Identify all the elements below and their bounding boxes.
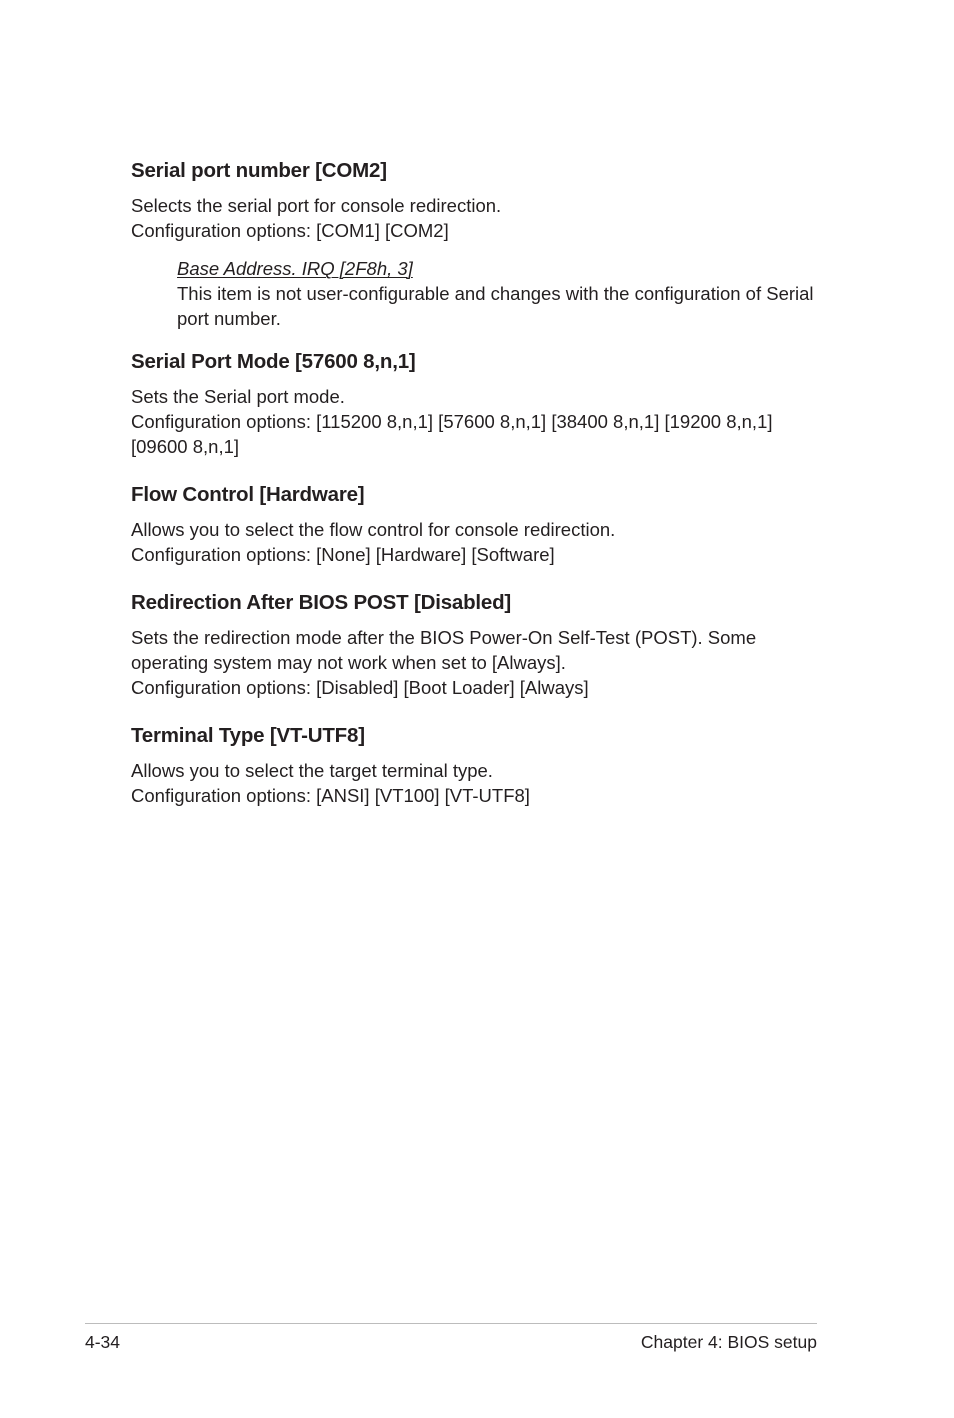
description-line: Allows you to select the flow control for console redirection. xyxy=(131,519,616,540)
config-options-line: Configuration options: [COM1] [COM2] xyxy=(131,220,449,241)
section-serial-port-number xyxy=(131,157,831,331)
document-body xyxy=(131,157,831,808)
description-line: Allows you to select the target terminal type. xyxy=(131,760,493,781)
subsection-description-line: This item is not user-configurable and changes with the configuration of Serial xyxy=(177,283,814,304)
section-terminal-type xyxy=(131,722,831,808)
subsection-title: Base Address. IRQ [2F8h, 3] xyxy=(177,258,413,279)
description-line: Selects the serial port for console redirection. xyxy=(131,195,502,216)
section-flow-control xyxy=(131,481,831,567)
section-heading: Flow Control [Hardware] xyxy=(131,483,365,506)
section-serial-port-mode xyxy=(131,348,831,459)
config-options-line: Configuration options: [115200 8,n,1] [57600 8,n,1] [38400 8,n,1] [19200 8,n,1] xyxy=(131,411,773,432)
description-line: Sets the redirection mode after the BIOS Power-On Self-Test (POST). Some xyxy=(131,627,757,648)
section-heading: Serial Port Mode [57600 8,n,1] xyxy=(131,350,416,373)
subsection-base-address xyxy=(177,256,831,331)
config-options-line: Configuration options: [Disabled] [Boot Loader] [Always] xyxy=(131,677,589,698)
config-options-line: [09600 8,n,1] xyxy=(131,436,240,457)
footer-divider xyxy=(85,1323,817,1324)
config-options-line: Configuration options: [ANSI] [VT100] [VT-UTF8] xyxy=(131,785,530,806)
config-options-line: Configuration options: [None] [Hardware] [Software] xyxy=(131,544,555,565)
chapter-title: Chapter 4: BIOS setup xyxy=(640,1332,817,1352)
description-line: Sets the Serial port mode. xyxy=(131,386,345,407)
section-heading: Serial port number [COM2] xyxy=(131,159,387,182)
subsection-description-line: port number. xyxy=(177,308,281,329)
section-redirection-after-bios-post xyxy=(131,589,831,700)
description-line: operating system may not work when set to [Always]. xyxy=(131,652,566,673)
section-heading: Terminal Type [VT-UTF8] xyxy=(131,724,365,747)
page-number: 4-34 xyxy=(85,1332,121,1352)
section-heading: Redirection After BIOS POST [Disabled] xyxy=(131,591,512,614)
